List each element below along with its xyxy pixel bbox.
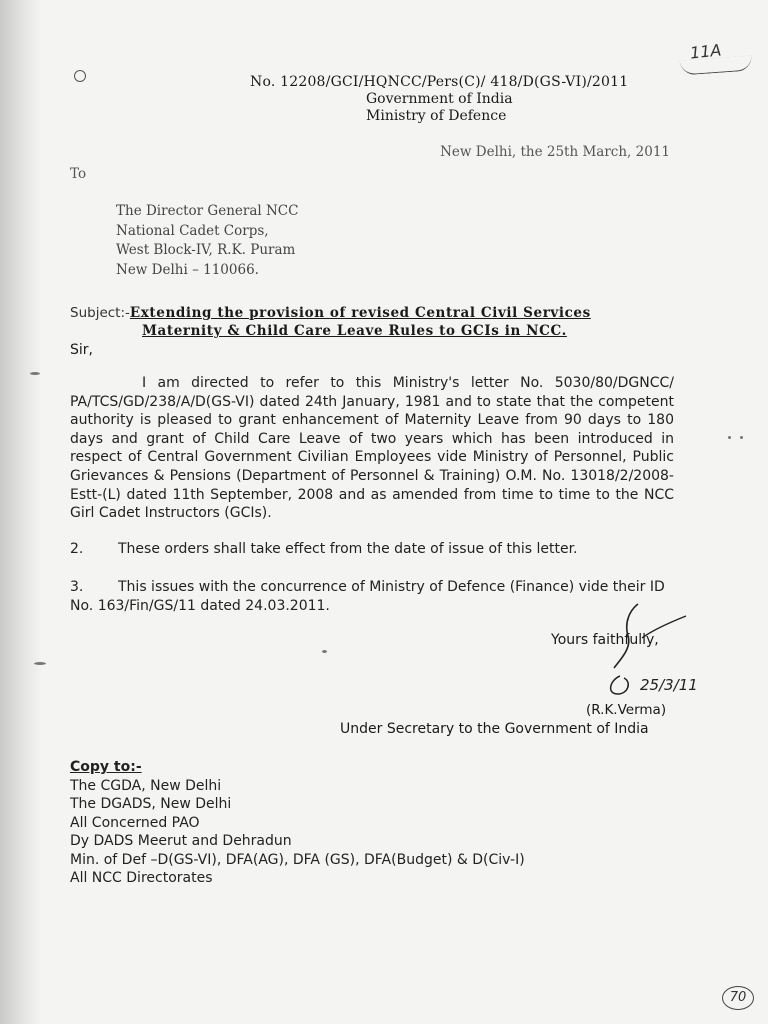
paragraph-3 (70, 578, 674, 615)
scan-artifact (74, 70, 86, 82)
copy-to-item: Min. of Def –D(GS-VI), DFA(AG), DFA (GS), DFA(Budget) & D(Civ-I) (70, 851, 525, 868)
page-mark-annotation: 11A (689, 40, 723, 63)
copy-to-item: All Concerned PAO (70, 814, 200, 831)
copy-to-heading: Copy to:- (70, 759, 142, 775)
recipient-line: The Director General NCC (116, 203, 299, 219)
salutation: Sir, (70, 342, 93, 358)
paragraph-2 (70, 540, 674, 559)
signer-name: (R.K.Verma) (586, 702, 667, 718)
binding-shadow (0, 0, 42, 1024)
subject-block (70, 304, 680, 340)
copy-to-item: All NCC Directorates (70, 870, 213, 886)
closing: Yours faithfully, (551, 632, 659, 648)
signer-designation: Under Secretary to the Government of India (340, 721, 649, 737)
paragraph-3-number: 3. (70, 579, 84, 595)
recipient-line: New Delhi – 110066. (116, 261, 259, 278)
scan-artifact (322, 650, 327, 653)
subject-label: Subject:- (70, 305, 130, 321)
date-line: New Delhi, the 25th March, 2011 (440, 144, 670, 160)
issuer-ministry: Ministry of Defence (366, 108, 507, 124)
recipient-line: National Cadet Corps, (116, 222, 269, 239)
paragraph-1: I am directed to refer to this Ministry's letter No. 5030/80/DGNCC/ PA/TCS/GD/238/A/D(GS-VI) dated 24th January, 1981 and to state that the competent authority is pleased to grant enhancement of Maternity Leave from 90 days to 180 days and grant of Child Care Leave of two years which has been introduced in respect of Central Government Civilian Employees vide Ministry of Personnel, Public Grievances & Pensions (Department of Personnel & Training) O.M. No. 13018/2/2008-Estt-(L) dated 11th September, 2008 and as amended from time to time to the NCC Girl Cadet Instructors (GCIs). (70, 375, 674, 522)
subject-line-1: Extending the provision of revised Central Civil Services (129, 305, 591, 321)
paragraph-3-text: This issues with the concurrence of Ministry of Defence (Finance) vide their ID No. 163/Fin/GS/11 dated 24.03.2011. (70, 579, 665, 614)
scan-artifact (740, 436, 743, 439)
scan-artifact (34, 662, 46, 665)
copy-to-item: Dy DADS Meerut and Dehradun (70, 833, 292, 849)
recipient-address (116, 202, 298, 280)
issuer-government: Government of India (366, 91, 513, 107)
reference-number: No. 12208/GCI/HQNCC/Pers(C)/ 418/D(GS-VI)/2011 (250, 74, 629, 90)
copy-to-item: The DGADS, New Delhi (70, 796, 232, 812)
subject-line-2: Maternity & Child Care Leave Rules to GCIs in NCC. (142, 323, 567, 339)
signature-date: 25/3/11 (640, 676, 698, 694)
paragraph-2-number: 2. (70, 541, 84, 557)
letter-header (250, 74, 670, 125)
scan-artifact (30, 372, 40, 375)
paragraph-2-text: These orders shall take effect from the date of issue of this letter. (118, 541, 578, 557)
recipient-line: West Block-IV, R.K. Puram (116, 242, 296, 258)
to-label: To (70, 166, 87, 182)
folio-number: 70 (722, 986, 754, 1010)
copy-to-item: The CGDA, New Delhi (70, 777, 222, 794)
scan-artifact (728, 436, 731, 439)
handwritten-signature (590, 598, 710, 708)
copy-to-block (70, 758, 525, 888)
